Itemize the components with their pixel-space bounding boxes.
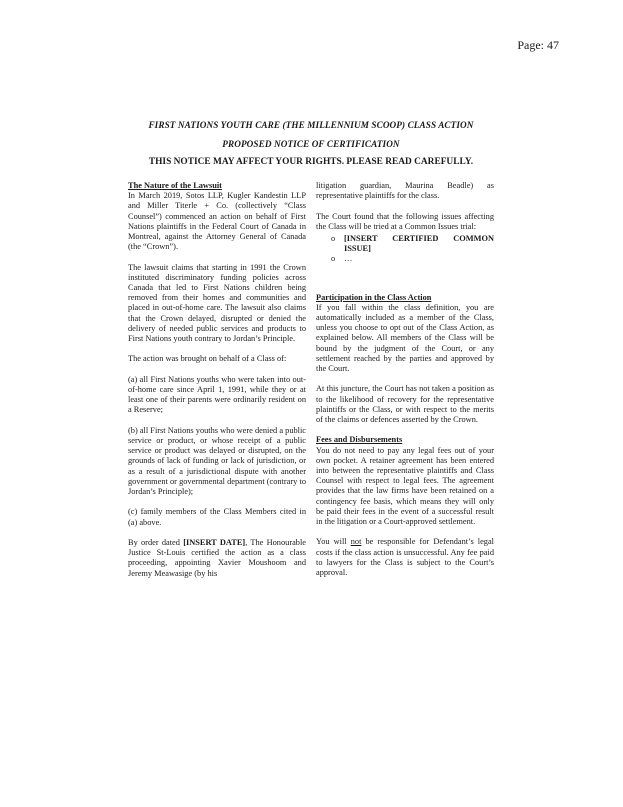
paragraph: (a) all First Nations youths who were taken into out-of-home care since April 1, 1991, while they or at least one of their parents were ordinarily resident on a Reserve; xyxy=(128,374,306,415)
right-column xyxy=(316,181,494,588)
bullet-icon: o xyxy=(331,254,336,264)
page-number: Page: 47 xyxy=(517,38,559,52)
paragraph: The lawsuit claims that starting in 1991 the Crown instituted discriminatory funding policies across Canada that led to First Nations children being removed from their homes and communities and placed in out-of-home care. The lawsuit also claims that the Crown delayed, disrupted or denied the delivery of needed public services and products to First Nations youth contrary to Jordan’s Principle. xyxy=(128,262,306,344)
paragraph: (c) family members of the Class Members cited in (a) above. xyxy=(128,507,306,527)
section-heading-nature: The Nature of the Lawsuit xyxy=(128,181,222,190)
text-run: be responsible for Defendant’s legal costs if the class action is unsuccessful. Any fee paid to lawyers for the Class is subject to the Court’s approval. xyxy=(316,537,495,578)
text-run: , The Honourable Justice St-Louis certified the action as a class proceeding, appointing Xavier Moushoom and Jeremy Meawasige (by his xyxy=(128,538,306,578)
section-heading-participation: Participation in the Class Action xyxy=(316,292,432,302)
paragraph: In March 2019, Sotos LLP, Kugler Kandestin LLP and Miller Titerle + Co. (collectively “Class Counsel”) commenced an action on behalf of First Nations plaintiffs in the Federal Court of Canada in Montreal, against the Attorney General of Canada (the “Crown”). xyxy=(128,191,306,252)
notice-subtitle: PROPOSED NOTICE OF CERTIFICATION xyxy=(222,139,400,149)
paragraph: If you fall within the class definition, you are automatically included as a member of the Class, unless you choose to opt out of the Class Action, as explained below. All members of the Class will be bound by the judgment of the Court, or any settlement reached by the parties and approved by the Court. xyxy=(316,302,494,374)
common-issues-list xyxy=(316,234,494,265)
paragraph: The Court found that the following issues affecting the Class will be tried at a Common Issues trial: xyxy=(316,211,494,231)
emphasis-not: not xyxy=(350,537,362,547)
issue-placeholder: [INSERT CERTIFIED COMMON ISSUE] xyxy=(344,234,494,254)
text-run: By order dated xyxy=(128,538,184,548)
left-column xyxy=(128,181,306,589)
bullet-icon: o xyxy=(331,234,336,243)
insert-date-placeholder: [INSERT DATE] xyxy=(183,538,246,548)
paragraph: At this juncture, the Court has not taken a position as to the likelihood of recovery for the representative plaintiffs or the Class, or with respect to the merits of the claims or defences asserted by the Crown. xyxy=(316,384,494,425)
paragraph: (b) all First Nations youths who were denied a public service or product, or whose receipt of a public service or product was delayed or disrupted, on the grounds of lack of funding or lack of jurisdiction, or as a result of a jurisdictional dispute with another government or governmental department (contrary to Jordan’s Principle); xyxy=(128,425,306,497)
paragraph xyxy=(128,538,306,579)
notice-title: FIRST NATIONS YOUTH CARE (THE MILLENNIUM SCOOP) CLASS ACTION xyxy=(148,120,474,130)
text-run: You will xyxy=(316,537,351,547)
list-item xyxy=(331,254,494,264)
paragraph: litigation guardian, Maurina Beadle) as representative plaintiffs for the class. xyxy=(316,181,494,201)
paragraph: The action was brought on behalf of a Class of: xyxy=(128,354,287,364)
issue-ellipsis: … xyxy=(344,254,353,264)
paragraph xyxy=(316,537,494,578)
notice-warning: THIS NOTICE MAY AFFECT YOUR RIGHTS. PLEASE READ CAREFULLY. xyxy=(148,157,474,167)
section-heading-fees: Fees and Disbursements xyxy=(316,435,403,445)
list-item xyxy=(331,234,494,254)
paragraph: You do not need to pay any legal fees out of your own pocket. A retainer agreement has been entered into between the representative plaintiffs and Class Counsel with respect to legal fees. The agreement provides that the law firms have been retained on a contingency fee basis, which means they will only be paid their fees in the event of a successful result in the litigation or a Court-approved settlement. xyxy=(316,445,494,527)
